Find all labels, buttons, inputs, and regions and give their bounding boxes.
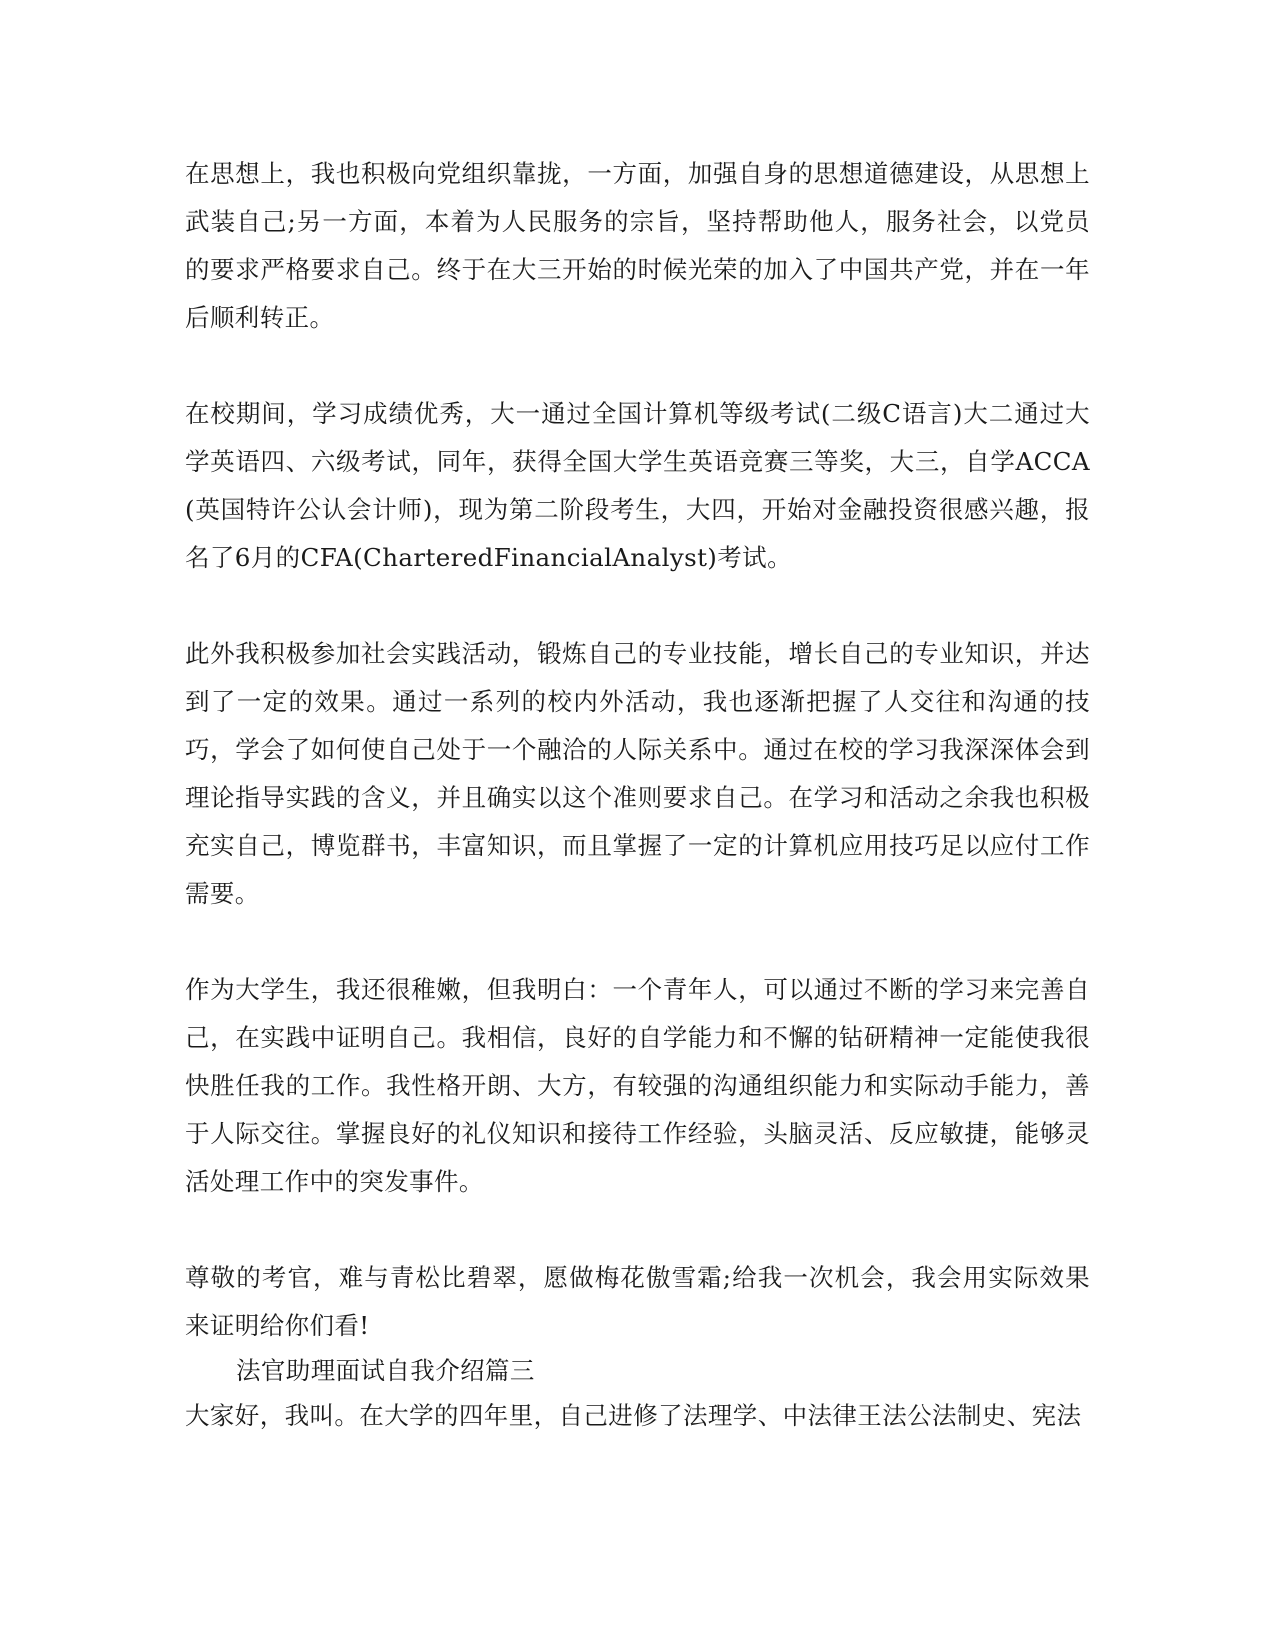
paragraph-intro: 大家好，我叫。在大学的四年里，自己进修了法理学、中法律王法公法制史、宪法 [185,1401,1082,1430]
paragraph-social-practice: 此外我积极参加社会实践活动，锻炼自己的专业技能，增长自己的专业知识，并达到了一定的效果。通过一系列的校内外活动，我也逐渐把握了人交往和沟通的技巧，学会了如何使自己处于一个融洽的人际关系中。通过在校的学习我深深体会到理论指导实践的含义，并且确实以这个准则要求自己。在学习和活动之余我也积极充实自己，博览群书，丰富知识，而且掌握了一定的计算机应用技巧足以应付工作需要。 [185,639,1090,908]
paragraph-academic-record: 在校期间，学习成绩优秀，大一通过全国计算机等级考试(二级C语言)大二通过大学英语四、六级考试，同年，获得全国大学生英语竞赛三等奖，大三，自学ACCA(英国特许公认会计师)，现为第二阶段考生，大四，开始对金融投资很感兴趣，报名了6月的CFA(CharteredFinancialAnalyst)考试。 [185,399,1090,572]
paragraph-closing-appeal: 尊敬的考官，难与青松比碧翠，愿做梅花傲雪霜;给我一次机会，我会用实际效果来证明给你们看! [185,1263,1090,1340]
document-body [185,150,1090,1440]
paragraph-political-thought: 在思想上，我也积极向党组织靠拢，一方面，加强自身的思想道德建设，从思想上武装自己;另一方面，本着为人民服务的宗旨，坚持帮助他人，服务社会，以党员的要求严格要求自己。终于在大三开始的时候光荣的加入了中国共产党，并在一年后顺利转正。 [185,159,1090,332]
section-heading: 法官助理面试自我介绍篇三 [236,1356,535,1385]
paragraph-personal-qualities: 作为大学生，我还很稚嫩，但我明白：一个青年人，可以通过不断的学习来完善自己，在实践中证明自己。我相信，良好的自学能力和不懈的钻研精神一定能使我很快胜任我的工作。我性格开朗、大方，有较强的沟通组织能力和实际动手能力，善于人际交往。掌握良好的礼仪知识和接待工作经验，头脑灵活、反应敏捷，能够灵活处理工作中的突发事件。 [185,975,1090,1196]
